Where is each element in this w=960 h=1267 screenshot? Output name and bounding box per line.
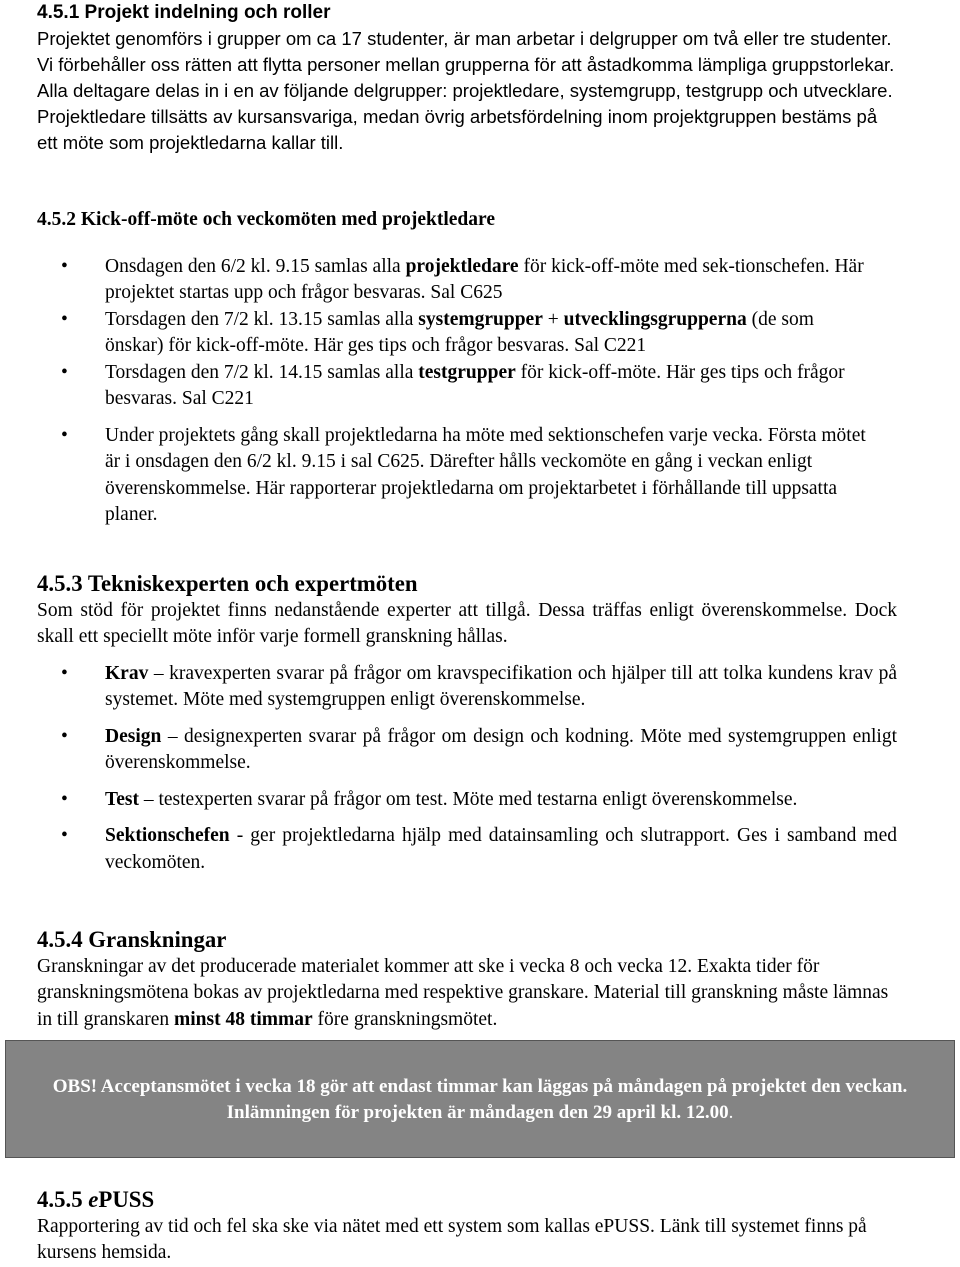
section-4-5-2 — [37, 207, 897, 529]
paragraph: Rapportering av tid och fel ska ske via nätet med ett system som kallas ePUSS. Länk till systemet finns på kursens hemsida. — [37, 1215, 867, 1263]
section-4-5-4 — [37, 927, 897, 1033]
list-item: • Sektionschefen - ger projektledarna hjälp med datainsamling och slutrapport. Ges i samband med veckomöten. — [61, 825, 897, 873]
section-heading: 4.5.5 ePUSS — [37, 1187, 155, 1212]
paragraph: Projektet genomförs i grupper om ca 17 studenter, är man arbetar i delgrupper om två eller tre studenter. Vi förbehåller oss rätten att flytta personer mellan grupperna för att åstadkomma lämpliga gruppstorlekar. — [37, 28, 895, 75]
meeting-list — [37, 254, 872, 529]
section-4-5-5 — [37, 1187, 897, 1267]
bullet-icon: • — [61, 788, 68, 810]
bullet-icon: • — [61, 424, 68, 446]
paragraph: Granskningar av det producerade materialet kommer att ske i vecka 8 och vecka 12. Exakta tider för granskningsmötena bokas av projektledarna med respektive granskare. Material till granskning måste lämnas in till granskaren minst 48 timmar före granskningsmötet. — [37, 955, 889, 1030]
bullet-icon: • — [61, 255, 68, 277]
section-heading: 4.5.1 Projekt indelning och roller — [37, 2, 331, 23]
obs-notice-box — [5, 1040, 955, 1158]
expert-list — [37, 661, 897, 877]
obs-line: Inlämningen för projekten är måndagen den 29 april kl. 12.00. — [226, 1102, 734, 1123]
list-item: • Onsdagen den 6/2 kl. 9.15 samlas alla projektledare för kick-off-möte med sek-tionschefen. Här projektet startas upp och frågor besvaras. Sal C625 — [61, 255, 864, 303]
section-4-5-3 — [37, 571, 897, 876]
bullet-icon: • — [61, 662, 68, 684]
section-heading: 4.5.3 Tekniskexperten och expertmöten — [37, 571, 418, 596]
bullet-icon: • — [61, 825, 68, 846]
list-item: • Under projektets gång skall projektledarna ha möte med sektionschefen varje vecka. Första mötet är i onsdagen den 6/2 kl. 9.15 i sal C625. Därefter hålls veckomöte en gång i veckan enligt överenskommelse. Här rapporterar projektledarna om projektarbetet i förhållande till uppsatta planer. — [61, 424, 866, 525]
list-item: • Design – designexperten svarar på frågor om design och kodning. Möte med systemgruppen enligt överenskommelse. — [61, 725, 897, 773]
bullet-icon: • — [61, 361, 68, 383]
paragraph: Alla deltagare delas in i en av följande delgrupper: projektledare, systemgrupp, testgrupp och utvecklare. Projektledare tillsätts av kursansvariga, medan övrig arbetsfördelning inom projektgruppen bestäms på ett möte som projektledarna kallar till. — [37, 80, 893, 153]
list-item: • Krav – kravexperten svarar på frågor om kravspecifikation och hjälper till att tolka kundens krav på systemet. Möte med systemgruppen enligt överenskommelse. — [61, 662, 897, 710]
paragraph: Som stöd för projektet finns nedanstående experter att tillgå. Dessa träffas enligt överenskommelse. Dock skall ett speciellt möte inför varje formell granskning hållas. — [37, 599, 897, 647]
list-item: • Test – testexperten svarar på frågor om test. Möte med testarna enligt överenskommelse. — [37, 787, 897, 814]
section-heading: 4.5.4 Granskningar — [37, 927, 227, 952]
list-item: • Torsdagen den 7/2 kl. 14.15 samlas alla testgrupper för kick-off-möte. Här ges tips och frågor besvaras. Sal C221 — [61, 361, 845, 409]
obs-line: OBS! Acceptansmötet i vecka 18 gör att endast timmar kan läggas på måndagen på projektet den veckan. — [52, 1076, 908, 1097]
list-item: • Torsdagen den 7/2 kl. 13.15 samlas alla systemgrupper + utvecklingsgrupperna (de som önskar) för kick-off-möte. Här ges tips och frågor besvaras. Sal C221 — [61, 308, 814, 356]
bullet-icon: • — [61, 308, 68, 330]
bullet-icon: • — [61, 725, 68, 747]
section-heading: 4.5.2 Kick-off-möte och veckomöten med projektledare — [37, 209, 495, 230]
section-4-5-1 — [37, 0, 897, 156]
